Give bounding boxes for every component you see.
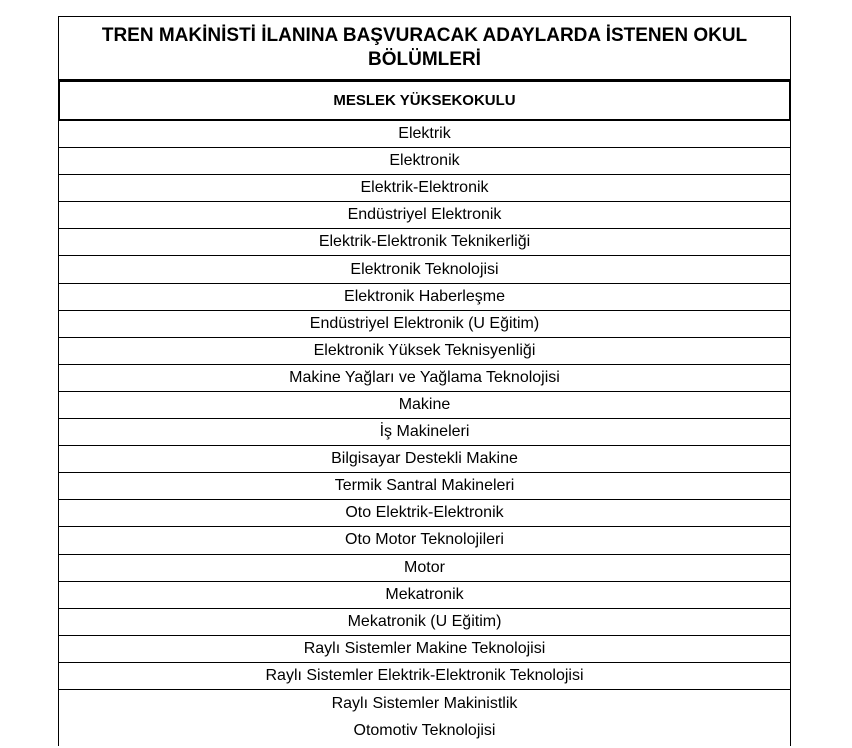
department-row: Elektrik-Elektronik bbox=[59, 175, 790, 202]
department-row: Elektrik bbox=[59, 121, 790, 148]
departments-table bbox=[58, 16, 791, 746]
department-row: Elektronik Yüksek Teknisyenliği bbox=[59, 338, 790, 365]
department-row: Motor bbox=[59, 555, 790, 582]
department-row: Elektronik bbox=[59, 148, 790, 175]
department-list bbox=[59, 121, 790, 744]
department-row: Endüstriyel Elektronik (U Eğitim) bbox=[59, 311, 790, 338]
department-row bbox=[59, 690, 790, 744]
department-row: Bilgisayar Destekli Makine bbox=[59, 446, 790, 473]
department-row: Oto Motor Teknolojileri bbox=[59, 527, 790, 554]
department-row: Makine bbox=[59, 392, 790, 419]
department-row: İş Makineleri bbox=[59, 419, 790, 446]
section-header: MESLEK YÜKSEKOKULU bbox=[58, 80, 791, 121]
department-row: Oto Elektrik-Elektronik bbox=[59, 500, 790, 527]
department-row: Raylı Sistemler Elektrik-Elektronik Teknolojisi bbox=[59, 663, 790, 690]
department-row: Termik Santral Makineleri bbox=[59, 473, 790, 500]
department-row: Elektronik Teknolojisi bbox=[59, 256, 790, 283]
department-row-line: Raylı Sistemler Makinistlik bbox=[331, 694, 518, 712]
department-row: Elektrik-Elektronik Teknikerliği bbox=[59, 229, 790, 256]
department-row: Mekatronik bbox=[59, 582, 790, 609]
department-row: Elektronik Haberleşme bbox=[59, 284, 790, 311]
department-row: Raylı Sistemler Makine Teknolojisi bbox=[59, 636, 790, 663]
document-title: TREN MAKİNİSTİ İLANINA BAŞVURACAK ADAYLARDA İSTENEN OKUL BÖLÜMLERİ bbox=[59, 17, 790, 80]
department-row: Mekatronik (U Eğitim) bbox=[59, 609, 790, 636]
department-row-line: Otomotiv Teknolojisi bbox=[353, 721, 496, 739]
department-row: Endüstriyel Elektronik bbox=[59, 202, 790, 229]
department-row: Makine Yağları ve Yağlama Teknolojisi bbox=[59, 365, 790, 392]
